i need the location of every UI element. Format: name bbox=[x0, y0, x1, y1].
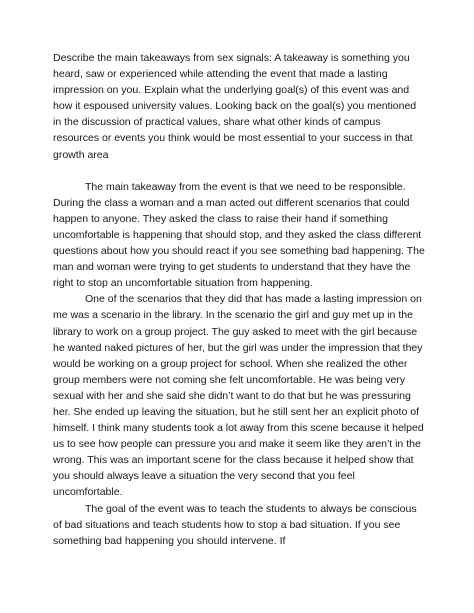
paragraph-library-scenario: One of the scenarios that they did that has made a lasting impression on me was a scenario in the library. In the scenario the girl and guy met up in the library to work on a group project. The guy asked to meet with the girl because he wanted naked pictures of her, but the girl was under the impression that they would be working on a group project for school. When she realized the other group members were not coming she felt uncomfortable. He was being very sexual with her and she said she didn’t want to do that but he was pressuring her. She ended up leaving the situation, but he still sent her an explicit photo of himself. I think many students took a lot away from this scene because it helped us to see how people can pressure you and make it seem like they aren’t in the wrong. This was an important scene for the class because it helped show that you should always leave a situation the very second that you feel uncomfortable. bbox=[53, 293, 424, 499]
paragraph-event-goal: The goal of the event was to teach the students to always be conscious of bad situations and teach students how to stop a bad situation. If you see something bad happening you should intervene. If bbox=[53, 502, 417, 547]
paragraph-main-takeaway: The main takeaway from the event is that we need to be responsible. During the class a woman and a man acted out different scenarios that could happen to anyone. They asked the class to raise their hand if something uncomfortable is happening that should stop, and they asked the class different questions about how you should react if you see something bad happening. The man and woman were trying to get students to understand that they have the right to stop an uncomfortable situation from happening. bbox=[53, 180, 425, 290]
blank-line bbox=[53, 163, 425, 179]
document-body bbox=[53, 50, 425, 549]
essay-prompt: Describe the main takeaways from sex signals: A takeaway is something you heard, saw or experienced while attending the event that made a lasting impression on you. Explain what the underlying goal(s) of this event was and how it espoused university values. Looking back on the goal(s) you mentioned in the discussion of practical values, share what other kinds of campus resources or events you think would be most essential to your success in that growth area bbox=[53, 52, 417, 161]
